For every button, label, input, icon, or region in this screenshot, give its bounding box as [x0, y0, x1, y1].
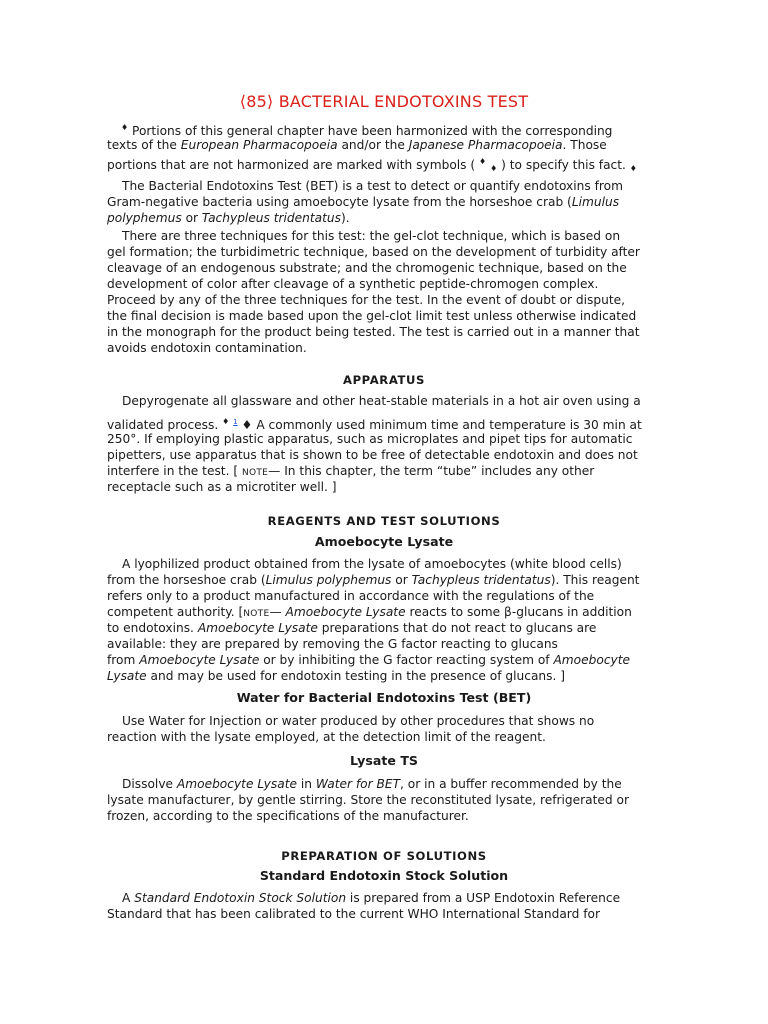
paragraph-line: Use Water for Injection or water produced by other procedures that shows no [122, 714, 595, 728]
paragraph-line: the final decision is made based upon the gel-clot limit test unless otherwise indicated [107, 309, 637, 323]
subheading-water-for-bet: Water for Bacterial Endotoxins Test (BET) [236, 690, 532, 705]
subheading-lysate-ts: Lysate TS [350, 753, 418, 768]
paragraph-line: The Bacterial Endotoxins Test (BET) is a test to detect or quantify endotoxins from [122, 179, 623, 193]
paragraph-line: in the monograph for the product being tested. The test is carried out in a manner that [107, 325, 640, 339]
paragraph-line: polyphemus or Tachypleus tridentatus). [107, 211, 350, 225]
section-heading-reagents: REAGENTS AND TEST SOLUTIONS [267, 514, 501, 528]
diamond-icon: ♦ [121, 123, 129, 132]
paragraph-line: pipetters, use apparatus that is shown to be free of detectable endotoxin and does not [107, 448, 638, 462]
paragraph-line: available: they are prepared by removing the G factor reacting to glucans [107, 637, 558, 651]
intro-line: portions that are not harmonized are marked with symbols ( ♦ $_♦$ ) to specify this fact. $_♦$ [107, 157, 637, 173]
diamond-icon: ♦ [479, 157, 487, 166]
paragraph-line: validated process. ♦ $^1$ ♦ A commonly used minimum time and temperature is 30 min at [107, 417, 642, 432]
paragraph-line: reaction with the lysate employed, at the detection limit of the reagent. [107, 730, 546, 744]
paragraph-line: Lysate and may be used for endotoxin testing in the presence of glucans. ] [107, 669, 565, 683]
note-label: NOTE [243, 609, 270, 619]
paragraph-line: A lyophilized product obtained from the lysate of amoebocytes (white blood cells) [122, 557, 622, 571]
page-title: ⟨85⟩ BACTERIAL ENDOTOXINS TEST [239, 92, 529, 111]
paragraph-line: refers only to a product manufactured in accordance with the regulations of the [107, 589, 595, 603]
paragraph-line: Standard that has been calibrated to the current WHO International Standard for [107, 907, 600, 921]
paragraph-line: to endotoxins. Amoebocyte Lysate preparations that do not react to glucans are [107, 621, 597, 635]
paragraph-line: Proceed by any of the three techniques for the test. In the event of doubt or dispute, [107, 293, 626, 307]
paragraph-line: A Standard Endotoxin Stock Solution is prepared from a USP Endotoxin Reference [122, 891, 621, 905]
paragraph-line: competent authority. [NOTE— Amoebocyte Lysate reacts to some β-glucans in addition [107, 605, 632, 619]
footnote-link[interactable]: 1 [233, 418, 238, 426]
paragraph-line: receptacle such as a microtiter well. ] [107, 480, 337, 494]
paragraph-line: Gram-negative bacteria using amoebocyte lysate from the horseshoe crab (Limulus [107, 195, 620, 209]
paragraph-line: interfere in the test. [ NOTE— In this chapter, the term “tube” includes any other [107, 464, 595, 478]
paragraph-line: cleavage of an endogenous substrate; and the chromogenic technique, based on the [107, 261, 627, 275]
diamond-icon: ♦ [241, 418, 253, 432]
paragraph-line: Dissolve Amoebocyte Lysate in Water for BET, or in a buffer recommended by the [122, 777, 622, 791]
subheading-amoebocyte-lysate: Amoebocyte Lysate [314, 534, 454, 549]
paragraph-line: Depyrogenate all glassware and other heat-stable materials in a hot air oven using a [122, 394, 641, 408]
intro-line: ♦ Portions of this general chapter have been harmonized with the corresponding [121, 123, 613, 138]
paragraph-line: There are three techniques for this test: the gel-clot technique, which is based on [122, 229, 621, 243]
paragraph-line: frozen, according to the specifications of the manufacturer. [107, 809, 469, 823]
section-heading-apparatus: APPARATUS [343, 373, 425, 387]
paragraph-line: from Amoebocyte Lysate or by inhibiting the G factor reacting system of Amoebocyte [107, 653, 631, 667]
paragraph-line: from the horseshoe crab (Limulus polyphemus or Tachypleus tridentatus). This reagent [107, 573, 640, 587]
intro-line: texts of the European Pharmacopoeia and/or the Japanese Pharmacopoeia. Those [107, 138, 607, 152]
paragraph-line: 250°. If employing plastic apparatus, such as microplates and pipet tips for automatic [107, 432, 633, 446]
diamond-icon: ♦ [629, 164, 637, 173]
paragraph-line: avoids endotoxin contamination. [107, 341, 307, 355]
paragraph-line: lysate manufacturer, by gentle stirring. Store the reconstituted lysate, refrigerated or [107, 793, 629, 807]
diamond-icon: ♦ [490, 164, 498, 173]
paragraph-line: gel formation; the turbidimetric technique, based on the development of turbidity after [107, 245, 640, 259]
subheading-standard-endotoxin-stock: Standard Endotoxin Stock Solution [259, 868, 509, 883]
note-label: NOTE [241, 468, 269, 478]
section-heading-preparation: PREPARATION OF SOLUTIONS [281, 849, 487, 863]
paragraph-line: development of color after cleavage of a synthetic peptide-chromogen complex. [107, 277, 599, 291]
diamond-icon: ♦ [222, 417, 230, 426]
